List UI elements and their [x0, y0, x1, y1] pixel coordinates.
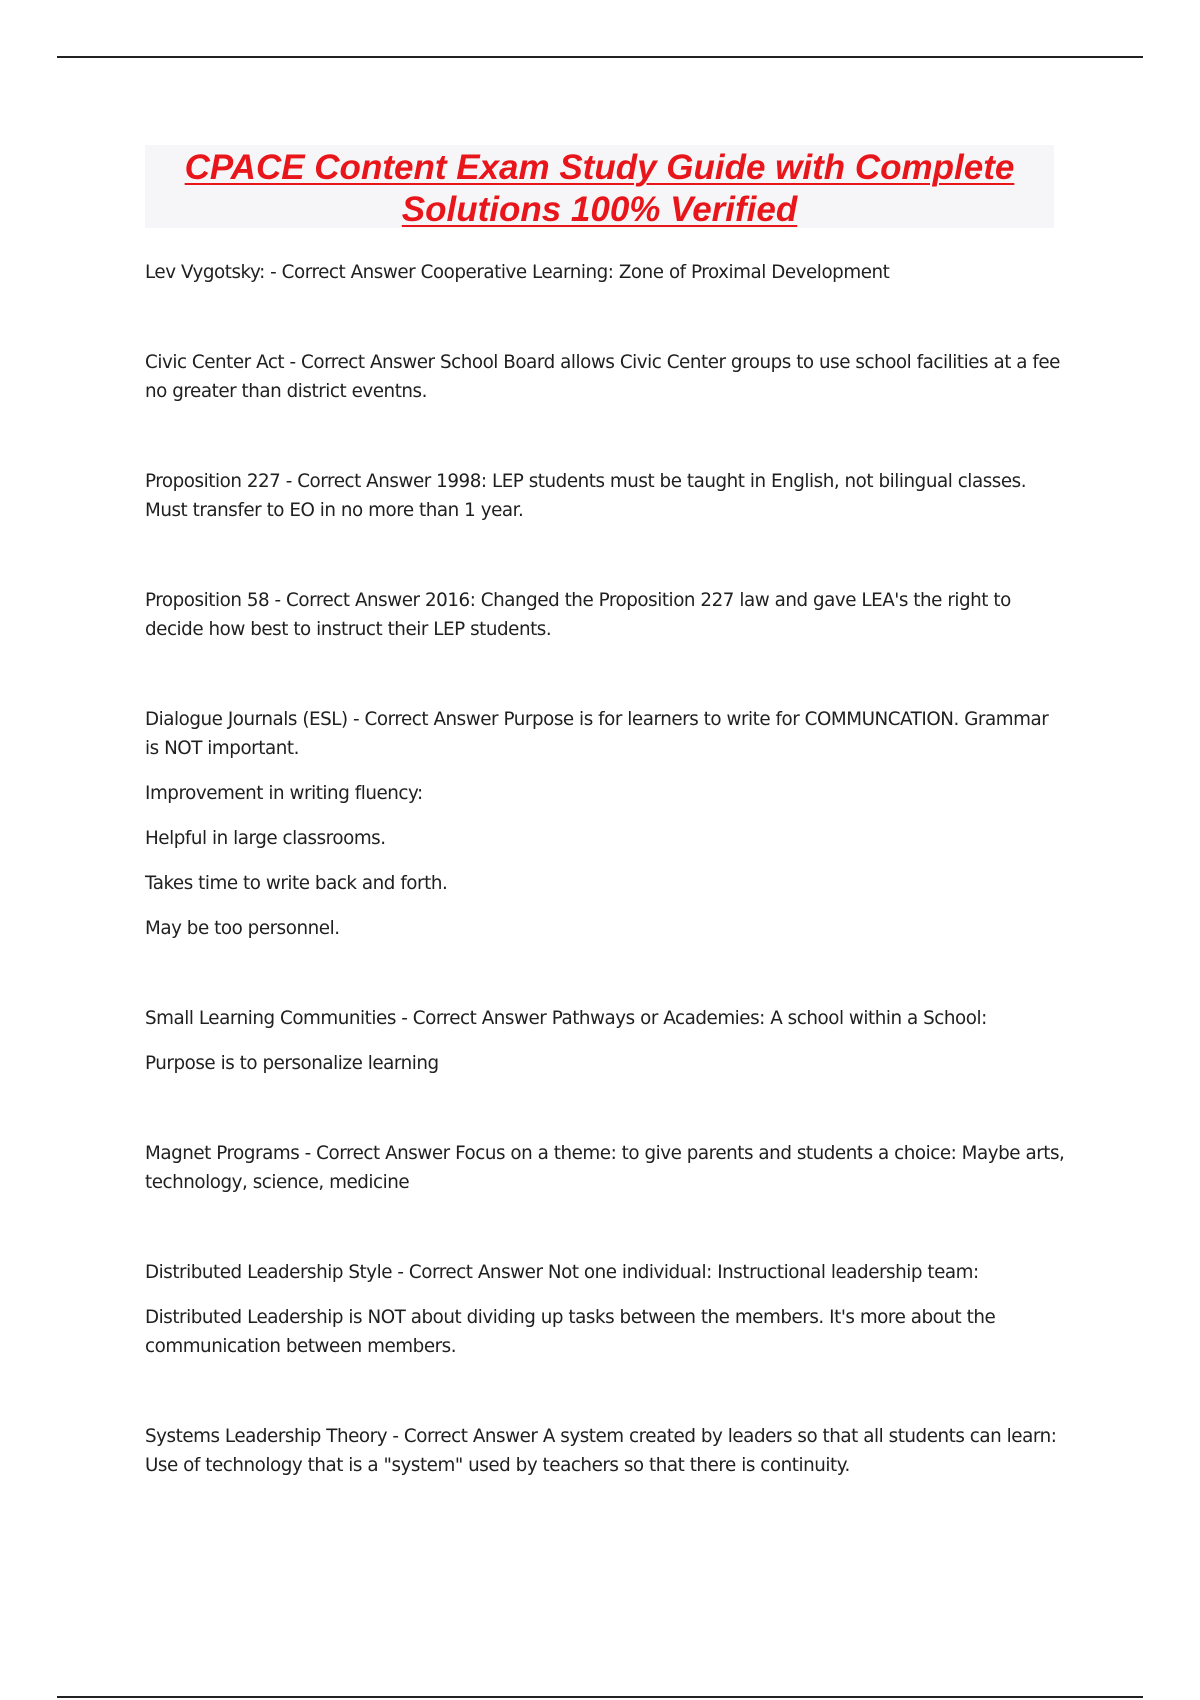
entry-line: Purpose is to personalize learning [145, 1053, 439, 1074]
entry-line: Distributed Leadership is NOT about dividing up tasks between the members. It's more about the communication between members. [145, 1307, 996, 1357]
bottom-rule [57, 1696, 1143, 1698]
entry-proposition-227 [145, 467, 1065, 525]
entry-proposition-58 [145, 586, 1065, 644]
entry-civic-center-act [145, 348, 1065, 406]
entry-line: Dialogue Journals (ESL) - Correct Answer Purpose is for learners to write for COMMUNCATION. Grammar is NOT important. [145, 709, 1049, 759]
study-guide-content [145, 258, 1065, 1480]
title-banner [145, 145, 1054, 228]
entry-line: May be too personnel. [145, 918, 340, 939]
entry-line: Civic Center Act - Correct Answer School Board allows Civic Center groups to use school facilities at a fee no greater than district eventns. [145, 352, 1060, 402]
title-line-2: Solutions 100% Verified [401, 190, 798, 229]
entry-line: Small Learning Communities - Correct Answer Pathways or Academies: A school within a School: [145, 1008, 987, 1029]
entry-line: Proposition 58 - Correct Answer 2016: Changed the Proposition 227 law and gave LEA's the right to decide how best to instruct their LEP students. [145, 590, 1011, 640]
entry-magnet-programs [145, 1139, 1065, 1197]
entry-line: Improvement in writing fluency: [145, 783, 423, 804]
entry-distributed-leadership [145, 1258, 1065, 1361]
entry-dialogue-journals [145, 705, 1065, 943]
entry-line: Helpful in large classrooms. [145, 828, 386, 849]
entry-line: Takes time to write back and forth. [145, 873, 448, 894]
document-title [145, 147, 1054, 231]
entry-line: Magnet Programs - Correct Answer Focus on a theme: to give parents and students a choice: Maybe arts, technology, science, medicine [145, 1143, 1065, 1193]
entry-systems-leadership [145, 1422, 1065, 1480]
entry-lev-vygotsky [145, 258, 1065, 287]
top-rule [57, 56, 1143, 58]
entry-line: Systems Leadership Theory - Correct Answer A system created by leaders so that all students can learn: Use of technology that is a "system" used by teachers so that there is continuity. [145, 1426, 1057, 1476]
entry-line: Lev Vygotsky: - Correct Answer Cooperative Learning: Zone of Proximal Development [145, 262, 890, 283]
entry-line: Distributed Leadership Style - Correct Answer Not one individual: Instructional leadership team: [145, 1262, 979, 1283]
title-line-1: CPACE Content Exam Study Guide with Complete [184, 148, 1015, 187]
entry-small-learning-communities [145, 1004, 1065, 1078]
entry-line: Proposition 227 - Correct Answer 1998: LEP students must be taught in English, not bilingual classes. Must transfer to EO in no more than 1 year. [145, 471, 1027, 521]
